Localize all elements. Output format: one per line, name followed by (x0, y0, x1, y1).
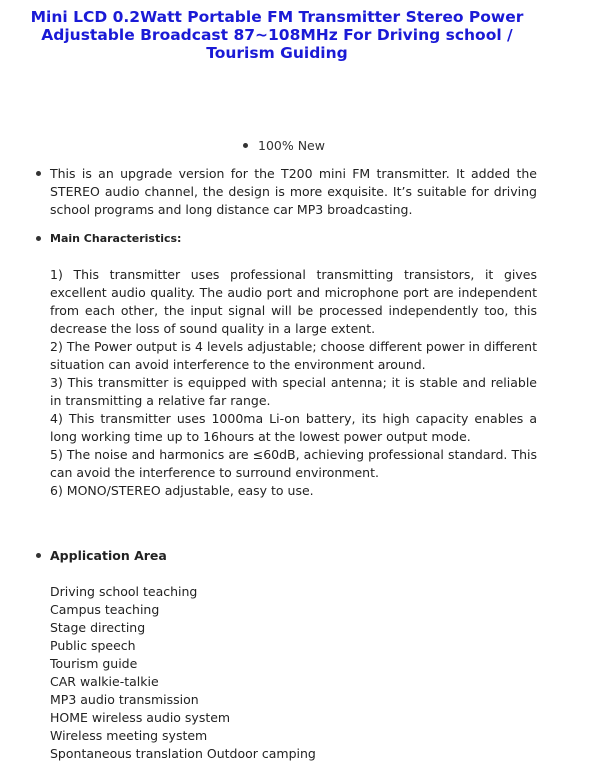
characteristics-list (50, 266, 537, 500)
condition-label (258, 138, 325, 153)
intro-paragraph: This is an upgrade version for the T200 mini FM transmitter. It added the STEREO audio channel, the design is more exquisite. It’s suitable for driving school programs and long distance car MP3 broadcasting. (50, 166, 537, 217)
list-item: 5) The noise and harmonics are ≤60dB, achieving professional standard. This can avoid the interference to surround environment. (50, 447, 537, 480)
bullet-icon (36, 553, 41, 558)
bullet-icon (243, 143, 248, 148)
list-item: CAR walkie-talkie (50, 674, 159, 689)
condition-text: 100% New (258, 138, 325, 153)
list-item: Tourism guide (50, 656, 138, 671)
list-item: 4) This transmitter uses 1000ma Li-on battery, its high capacity enables a long working time up to 16hours at the lowest power output mode. (50, 411, 537, 444)
applications-heading: Application Area (50, 548, 167, 563)
list-item: HOME wireless audio system (50, 710, 231, 725)
bullet-icon (36, 236, 41, 241)
bullet-icon (36, 171, 41, 176)
list-item: Driving school teaching (50, 584, 198, 599)
list-item: Spontaneous translation Outdoor camping (50, 746, 316, 761)
product-title: Mini LCD 0.2Watt Portable FM Transmitter Stereo Power Adjustable Broadcast 87~108MHz For Driving school / Tourism Guiding (30, 8, 524, 62)
list-item: Campus teaching (50, 602, 160, 617)
list-item: 1) This transmitter uses professional transmitting transistors, it gives excellent audio quality. The audio port and microphone port are independent from each other, the input signal will be processed independently too, this decrease the loss of sound quality in a large extent. (50, 267, 537, 336)
list-item: 3) This transmitter is equipped with special antenna; it is stable and reliable in transmitting a relative far range. (50, 375, 537, 408)
list-item: 6) MONO/STEREO adjustable, easy to use. (50, 483, 314, 498)
applications-list (50, 583, 316, 763)
list-item: Stage directing (50, 620, 146, 635)
list-item: Wireless meeting system (50, 728, 208, 743)
list-item: 2) The Power output is 4 levels adjustable; choose different power in different situation can avoid interference to the environment around. (50, 339, 537, 372)
list-item: MP3 audio transmission (50, 692, 199, 707)
list-item: Public speech (50, 638, 136, 653)
characteristics-heading: Main Characteristics: (50, 232, 182, 245)
